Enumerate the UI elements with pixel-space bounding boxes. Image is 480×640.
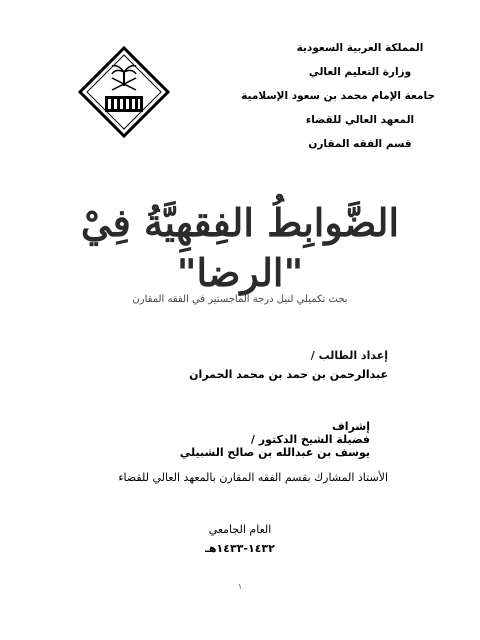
header-university: جامعة الإمام محمد بن سعود الإسلامية	[241, 90, 435, 102]
thesis-subtitle: بحث تكميلي لنيل درجة الماجستير في الفقه المقارن	[132, 294, 348, 305]
supervisor-position: الأستاذ المشارك بقسم الفقه المقارن بالمعهد العالي للقضاء	[118, 471, 388, 484]
student-label: إعداد الطالب /	[310, 349, 388, 362]
header-ministry: وزارة التعليم العالي	[308, 66, 412, 78]
page-number: ١	[237, 582, 243, 591]
year-value: ١٤٣٢-١٤٣٣هـ	[205, 542, 275, 555]
university-emblem-icon	[78, 46, 170, 138]
institution-header	[241, 36, 435, 156]
year-label: العام الجامعي	[208, 523, 272, 536]
header-department: قسم الفقه المقارن	[308, 138, 412, 150]
student-section	[189, 349, 388, 381]
supervisor-section	[180, 420, 370, 459]
supervisor-title: فضيلة الشيخ الدكتور /	[250, 433, 370, 446]
title-line-1: الضَّوابِطُ الفِقهِيَّةُ فِيْ	[80, 200, 400, 245]
student-name: عبدالرحمن بن حمد بن محمد الحمران	[189, 368, 388, 381]
academic-year	[0, 523, 480, 555]
title-line-2: "الرضا"	[176, 250, 304, 295]
thesis-title	[0, 198, 480, 298]
supervisor-label: إشراف	[332, 420, 370, 433]
header-institute: المعهد العالي للقضاء	[305, 114, 415, 126]
header-country: المملكة العربية السعودية	[296, 42, 424, 54]
supervisor-name: يوسف بن عبدالله بن صالح الشبيلي	[179, 446, 370, 459]
